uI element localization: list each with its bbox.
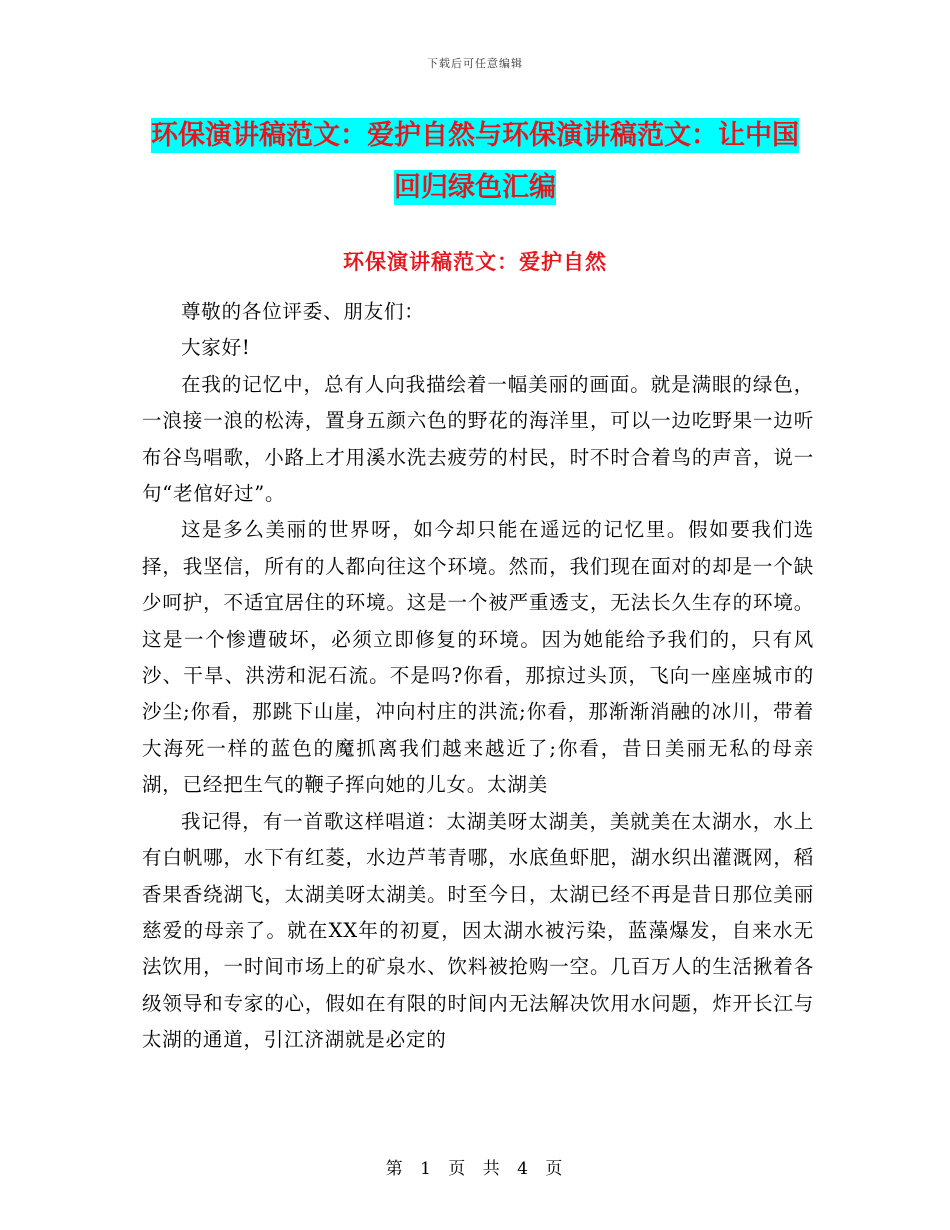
page-unit: 页	[448, 1159, 468, 1179]
paragraph: 在我的记忆中，总有人向我描绘着一幅美丽的画面。就是满眼的绿色，一浪接一浪的松涛，置身五颜六色的野花的海洋里，可以一边吃野果一边听布谷鸟唱歌，小路上才用溪水洗去疲劳的村民，时不时合着鸟的声音，说一句“老倌好过”。	[142, 372, 814, 506]
total-pages: 4	[517, 1159, 530, 1179]
page-footer	[0, 1154, 950, 1179]
document-body	[142, 294, 814, 1059]
paragraph: 这是多么美丽的世界呀，如今却只能在遥远的记忆里。假如要我们选择，我坚信，所有的人都向往这个环境。然而，我们现在面对的却是一个缺少呵护，不适宜居住的环境。这是一个被严重透支，无法长久生存的环境。这是一个惨遭破坏，必须立即修复的环境。因为她能给予我们的，只有风沙、干旱、洪涝和泥石流。不是吗?你看，那掠过头顶，飞向一座座城市的沙尘;你看，那跳下山崖，冲向村庄的洪流;你看，那渐渐消融的冰川，带着大海死一样的蓝色的魔抓离我们越来越近了;你看，昔日美丽无私的母亲湖，已经把生气的鞭子挥向她的儿女。太湖美	[142, 518, 814, 797]
page-label: 第	[385, 1159, 405, 1179]
page-number: 1	[420, 1159, 433, 1179]
paragraph-greeting: 大家好!	[181, 336, 251, 360]
total-unit: 页	[545, 1159, 565, 1179]
total-label: 共	[482, 1159, 502, 1179]
document-title-text: 环保演讲稿范文：爱护自然与环保演讲稿范文：让中国回归绿色汇编	[151, 120, 799, 203]
paragraph-salutation: 尊敬的各位评委、朋友们：	[181, 300, 425, 323]
header-note: 下载后可任意编辑	[427, 57, 523, 70]
section-title: 环保演讲稿范文：爱护自然	[343, 249, 607, 274]
paragraph: 我记得，有一首歌这样唱道：太湖美呀太湖美，美就美在太湖水，水上有白帆哪，水下有红菱，水边芦苇青哪，水底鱼虾肥，湖水织出灌溉网，稻香果香绕湖飞，太湖美呀太湖美。时至今日，太湖已经不再是昔日那位美丽慈爱的母亲了。就在XX年的初夏，因太湖水被污染，蓝藻爆发，自来水无法饮用，一时间市场上的矿泉水、饮料被抢购一空。几百万人的生活揪着各级领导和专家的心，假如在有限的时间内无法解决饮用水问题，炸开长江与太湖的通道，引江济湖就是必定的	[142, 809, 814, 1052]
document-title	[140, 110, 810, 214]
